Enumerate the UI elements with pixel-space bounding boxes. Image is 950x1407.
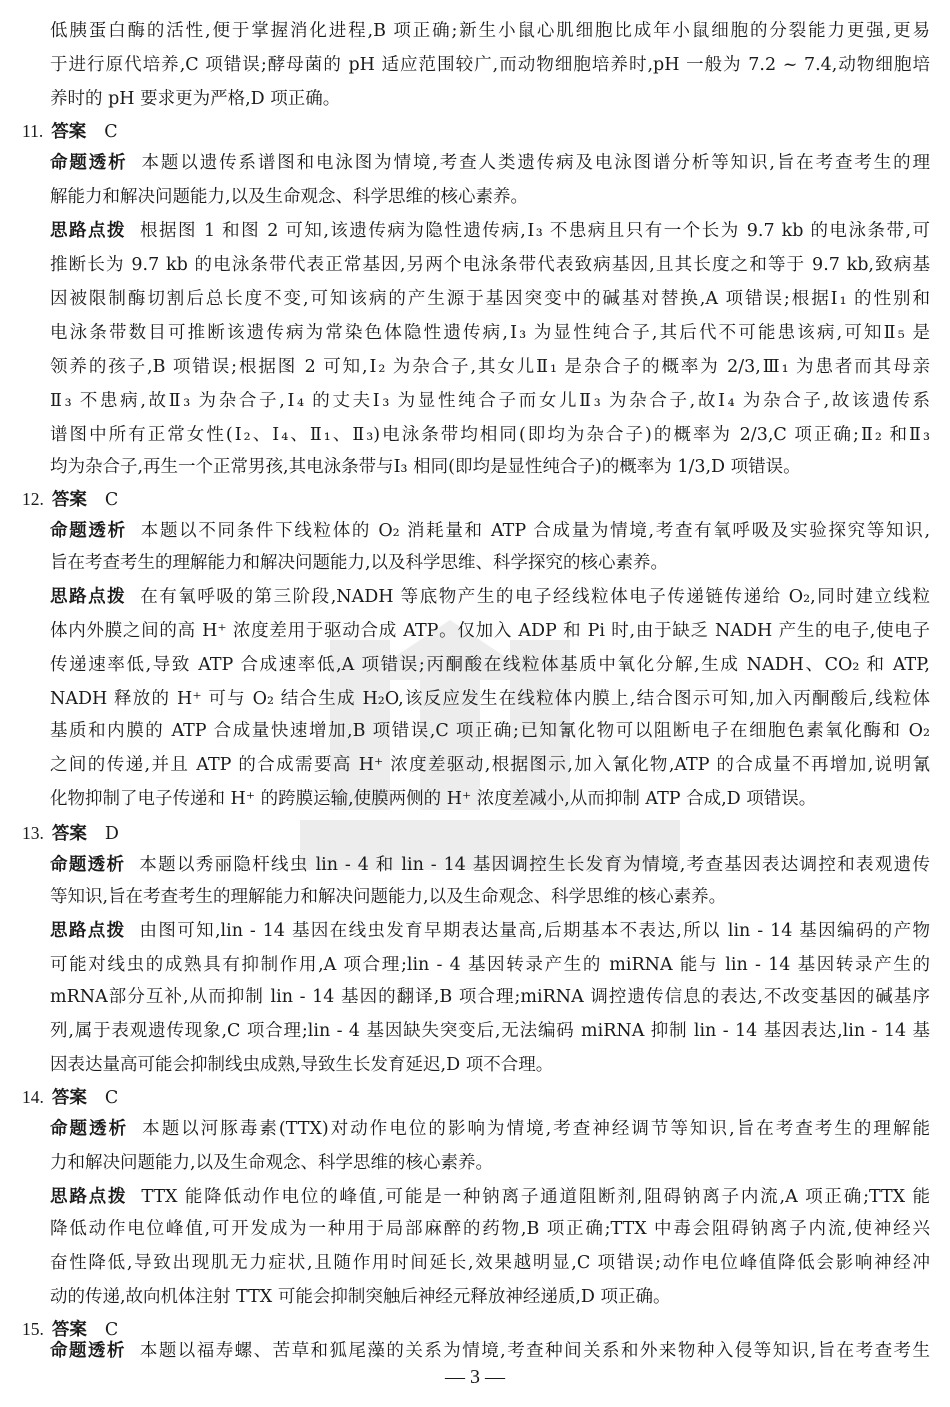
insight-label: 命题透析 bbox=[50, 153, 128, 173]
insight-label: 命题透析 bbox=[50, 1119, 129, 1139]
intro-line: 养时的 pH 要求更为严格,D 项正确。 bbox=[50, 89, 341, 109]
intro-line: 于进行原代培养,C 项错误;酵母菌的 pH 适应范围较广,而动物细胞培养时,pH 一般为 7.2 ~ 7.4,动物细胞培 bbox=[50, 55, 930, 75]
hint-line: 因表达量高可能会抑制线虫成熟,导致生长发育延迟,D 项不合理。 bbox=[50, 1055, 554, 1075]
question-number: 14. bbox=[22, 1087, 44, 1107]
question-13-header bbox=[22, 822, 119, 845]
intro-line: 低胰蛋白酶的活性,便于掌握消化进程,B 项正确;新生小鼠心肌细胞比成年小鼠细胞的分裂能力更强,更易 bbox=[50, 21, 930, 41]
question-12-header bbox=[22, 488, 118, 511]
answer-label: 答案 bbox=[51, 824, 87, 844]
insight-text: 本题以福寿螺、苦草和狐尾藻的关系为情境,考查种间关系和外来物种入侵等知识,旨在考查考生 bbox=[139, 1341, 930, 1361]
question-15-header bbox=[22, 1318, 118, 1341]
insight-label: 命题透析 bbox=[50, 521, 127, 541]
hint-label: 思路点拨 bbox=[50, 1187, 128, 1207]
hint-line: 传递速率低,导致 ATP 合成速率低,A 项错误;丙酮酸在线粒体基质中氧化分解,生成 NADH、CO₂ 和 ATP, bbox=[50, 655, 930, 675]
hint-text: 根据图 1 和图 2 可知,该遗传病为隐性遗传病,Ⅰ₃ 不患病且只有一个长为 9.7 kb 的电泳条带,可 bbox=[139, 221, 930, 241]
hint-line: mRNA部分互补,从而抑制 lin - 14 基因的翻译,B 项合理;miRNA 调控遗传信息的表达,不改变基因的碱基序 bbox=[50, 987, 930, 1007]
hint-label: 思路点拨 bbox=[50, 587, 127, 607]
hint-line: 均为杂合子,再生一个正常男孩,其电泳条带与Ⅰ₃ 相同(即均是显性纯合子)的概率为 1/3,D 项错误。 bbox=[50, 457, 801, 477]
question-11-header bbox=[22, 120, 118, 143]
question-number: 12. bbox=[22, 489, 44, 509]
hint-line: 列,属于表观遗传现象,C 项合理;lin - 4 基因缺失突变后,无法编码 miRNA 抑制 lin - 14 基因表达,lin - 14 基 bbox=[50, 1021, 930, 1041]
answer-value: C bbox=[104, 1088, 119, 1108]
hint-text: TTX 能降低动作电位的峰值,可能是一种钠离子通道阻断剂,阻碍钠离子内流,A 项正确;TTX 能 bbox=[141, 1187, 930, 1207]
hint-line bbox=[50, 586, 930, 608]
answer-label: 答案 bbox=[51, 1320, 87, 1340]
answer-label: 答案 bbox=[51, 122, 87, 142]
hint-line bbox=[50, 220, 930, 242]
hint-line: 体内外膜之间的高 H⁺ 浓度差用于驱动合成 ATP。仅加入 ADP 和 Pi 时,由于缺乏 NADH 产生的电子,使电子 bbox=[50, 621, 930, 641]
insight-line bbox=[50, 152, 930, 174]
insight-text: 本题以不同条件下线粒体的 O₂ 消耗量和 ATP 合成量为情境,考查有氧呼吸及实验探究等知识, bbox=[140, 521, 930, 541]
hint-text: 由图可知,lin - 14 基因在线虫发育早期表达量高,后期基本不表达,所以 lin - 14 基因编码的产物 bbox=[139, 921, 930, 941]
hint-line: 因被限制酶切割后总长度不变,可知该病的产生源于基因突变中的碱基对替换,A 项错误;根据Ⅰ₁ 的性别和 bbox=[50, 289, 930, 309]
hint-label: 思路点拨 bbox=[50, 921, 126, 941]
question-14-header bbox=[22, 1086, 118, 1109]
hint-text: 在有氧呼吸的第三阶段,NADH 等底物产生的电子经线粒体电子传递链传递给 O₂,同时建立线粒 bbox=[140, 587, 930, 607]
hint-line bbox=[50, 1186, 930, 1208]
hint-label: 思路点拨 bbox=[50, 221, 126, 241]
answer-label: 答案 bbox=[51, 490, 87, 510]
insight-line: 等知识,旨在考查考生的理解能力和解决问题能力,以及生命观念、科学思维的核心素养。 bbox=[50, 887, 727, 907]
insight-label: 命题透析 bbox=[50, 855, 126, 875]
hint-line: 之间的传递,并且 ATP 的合成需要高 H⁺ 浓度差驱动,根据图示,加入氰化物,ATP 的合成量不再增加,说明氰 bbox=[50, 755, 930, 775]
answer-value: C bbox=[104, 1320, 119, 1340]
hint-line: NADH 释放的 H⁺ 可与 O₂ 结合生成 H₂O,该反应发生在线粒体内膜上,结合图示可知,加入丙酮酸后,线粒体 bbox=[50, 689, 930, 709]
insight-text: 本题以秀丽隐杆线虫 lin - 4 和 lin - 14 基因调控生长发育为情境,考查基因表达调控和表观遗传 bbox=[139, 855, 930, 875]
insight-text: 本题以遗传系谱图和电泳图为情境,考查人类遗传病及电泳图谱分析等知识,旨在考查考生的理 bbox=[141, 153, 930, 173]
insight-line: 力和解决问题能力,以及生命观念、科学思维的核心素养。 bbox=[50, 1153, 494, 1173]
hint-line: 化物抑制了电子传递和 H⁺ 的跨膜运输,使膜两侧的 H⁺ 浓度差减小,从而抑制 ATP 合成,D 项错误。 bbox=[50, 789, 817, 809]
insight-line bbox=[50, 520, 930, 542]
hint-line: 可能对线虫的成熟具有抑制作用,A 项合理;lin - 4 基因转录产生的 miRNA 能与 lin - 14 基因转录产生的 bbox=[50, 955, 930, 975]
hint-line: 奋性降低,导致出现肌无力症状,且随作用时间延长,效果越明显,C 项错误;动作电位峰值降低会影响神经冲 bbox=[50, 1253, 930, 1273]
question-number: 11. bbox=[22, 121, 44, 141]
hint-line: 电泳条带数目可推断该遗传病为常染色体隐性遗传病,Ⅰ₃ 为显性纯合子,其后代不可能患该病,可知Ⅱ₅ 是 bbox=[50, 323, 930, 343]
answer-value: D bbox=[104, 824, 119, 844]
answer-value: C bbox=[104, 122, 118, 142]
insight-line: 解能力和解决问题能力,以及生命观念、科学思维的核心素养。 bbox=[50, 187, 529, 207]
hint-line: Ⅱ₃ 不患病,故Ⅱ₃ 为杂合子,Ⅰ₄ 的丈夫Ⅰ₃ 为显性纯合子而女儿Ⅱ₃ 为杂合子,故Ⅰ₄ 为杂合子,故该遗传系 bbox=[50, 391, 930, 411]
insight-line bbox=[50, 1340, 930, 1362]
insight-line bbox=[50, 854, 930, 876]
hint-line: 基质和内膜的 ATP 合成量快速增加,B 项错误,C 项正确;已知氰化物可以阻断电子在细胞色素氧化酶和 O₂ bbox=[50, 721, 930, 741]
hint-line: 降低动作电位峰值,可开发成为一种用于局部麻醉的药物,B 项正确;TTX 中毒会阻碍钠离子内流,使神经兴 bbox=[50, 1219, 930, 1239]
hint-line: 推断长为 9.7 kb 的电泳条带代表正常基因,另两个电泳条带代表致病基因,且其长度之和等于 9.7 kb,致病基 bbox=[50, 255, 930, 275]
insight-line: 旨在考查考生的理解能力和解决问题能力,以及科学思维、科学探究的核心素养。 bbox=[50, 553, 669, 573]
answer-label: 答案 bbox=[51, 1088, 87, 1108]
insight-text: 本题以河豚毒素(TTX)对动作电位的影响为情境,考查神经调节等知识,旨在考查考生的理解能 bbox=[142, 1119, 930, 1139]
hint-line: 领养的孩子,B 项错误;根据图 2 可知,Ⅰ₂ 为杂合子,其女儿Ⅱ₁ 是杂合子的概率为 2/3,Ⅲ₁ 为患者而其母亲 bbox=[50, 357, 930, 377]
page-number: — 3 — bbox=[445, 1366, 505, 1388]
insight-label: 命题透析 bbox=[50, 1341, 126, 1361]
hint-line bbox=[50, 920, 930, 942]
hint-line: 动的传递,故向机体注射 TTX 可能会抑制突触后神经元释放神经递质,D 项正确。 bbox=[50, 1287, 671, 1307]
answer-value: C bbox=[104, 490, 119, 510]
question-number: 13. bbox=[22, 823, 44, 843]
hint-line: 谱图中所有正常女性(Ⅰ₂、Ⅰ₄、Ⅱ₁、Ⅱ₃)电泳条带均相同(即均为杂合子)的概率为 2/3,C 项正确;Ⅱ₂ 和Ⅱ₃ bbox=[50, 425, 930, 445]
insight-line bbox=[50, 1118, 930, 1140]
question-number: 15. bbox=[22, 1319, 44, 1339]
